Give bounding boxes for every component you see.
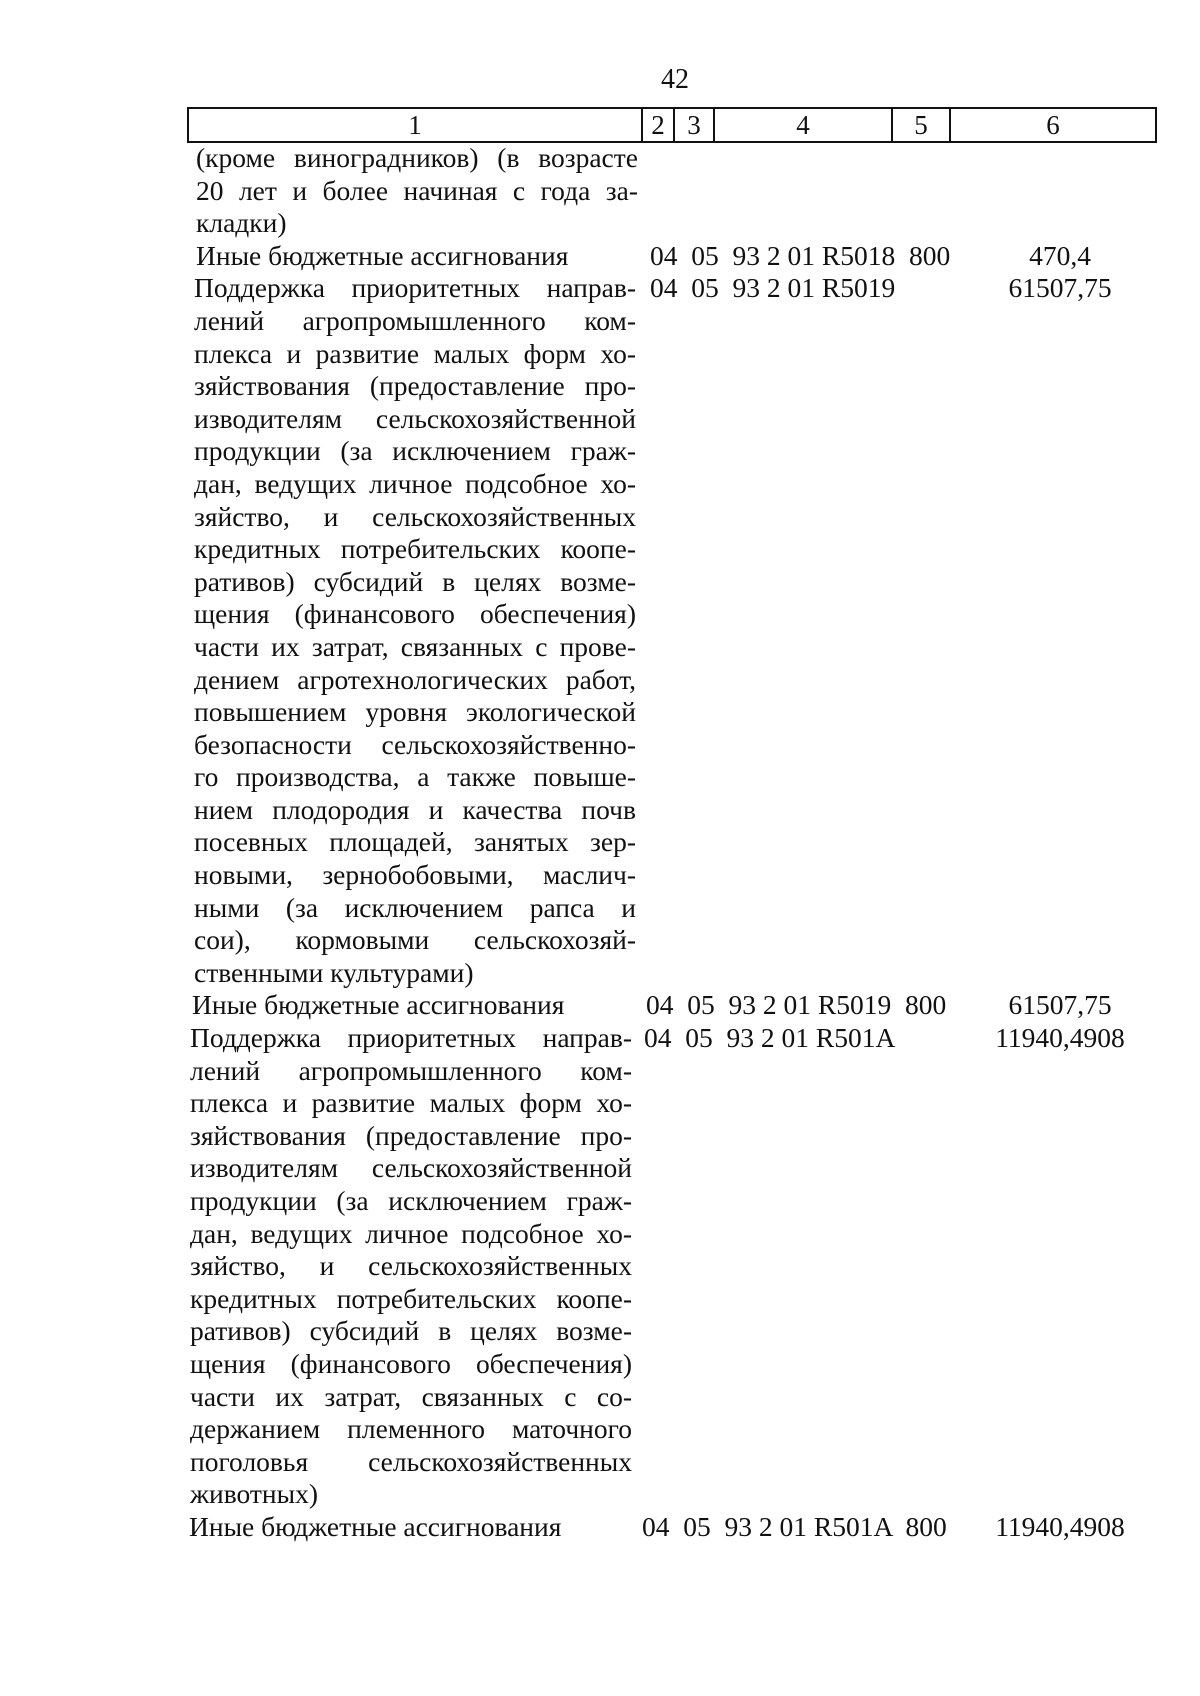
- description-line: дан, ведущих личное подсобное хо-: [194, 467, 636, 499]
- description-line: плекса и развитие малых форм хо-: [194, 337, 636, 369]
- description-line: животных): [190, 1478, 319, 1510]
- row-amount: 11940,4908: [995, 1022, 1125, 1054]
- description-line: щения (финансового обеспечения): [190, 1347, 632, 1379]
- table-row: [0, 142, 1200, 240]
- row-description: [194, 272, 636, 989]
- description-line: изводителям сельскохозяйственной: [194, 402, 636, 434]
- row-amount: 11940,4908: [995, 1510, 1125, 1542]
- description-line: сои), кормовыми сельскохозяй-: [194, 924, 636, 956]
- row-classification-codes: 04 05 93 2 01 R5019 800: [646, 989, 947, 1021]
- description-line: плекса и развитие малых форм хо-: [190, 1087, 632, 1119]
- row-classification-codes: 04 05 93 2 01 R501A: [644, 1022, 896, 1054]
- description-line: Поддержка приоритетных направ-: [194, 272, 636, 304]
- description-line: Поддержка приоритетных направ-: [190, 1022, 632, 1054]
- table-row: [0, 240, 1200, 273]
- row-amount: 470,4: [1029, 239, 1091, 271]
- column-header-5: 5: [892, 108, 950, 142]
- description-line: го производства, а также повыше-: [194, 761, 636, 793]
- description-line: нием плодородия и качества почв: [194, 793, 636, 825]
- description-line: зяйствования (предоставление про-: [194, 370, 636, 402]
- description-line: держанием племенного маточного: [190, 1413, 632, 1445]
- row-description: [192, 989, 634, 1022]
- column-header-1: 1: [188, 108, 642, 142]
- column-header-row: [188, 108, 1156, 142]
- column-header-2: 2: [642, 108, 674, 142]
- description-line: продукции (за исключением граж-: [190, 1185, 632, 1216]
- description-line: кредитных потребительских коопе-: [190, 1282, 632, 1314]
- table-row: [0, 989, 1200, 1022]
- description-line: зяйствования (предоставление про-: [190, 1119, 632, 1151]
- description-line: (кроме виноградников) (в возрасте: [196, 142, 638, 173]
- row-classification-codes: 04 05 93 2 01 R5018 800: [650, 239, 951, 271]
- description-line: лений агропромышленного ком-: [190, 1054, 632, 1086]
- description-line: новыми, зернобобовыми, маслич-: [194, 859, 636, 891]
- description-line: кладки): [196, 207, 287, 239]
- description-line: щения (финансового обеспечения): [194, 598, 636, 630]
- description-line: зяйство, и сельскохозяйственных: [194, 500, 636, 532]
- row-description: [196, 240, 638, 273]
- description-line: ративов) субсидий в целях возме-: [194, 565, 636, 597]
- description-line: ративов) субсидий в целях возме-: [190, 1315, 632, 1347]
- column-header-3: 3: [674, 108, 714, 142]
- table-row: [0, 1022, 1200, 1511]
- description-line: кредитных потребительских коопе-: [194, 533, 636, 565]
- description-line: зяйство, и сельскохозяйственных: [190, 1250, 632, 1282]
- row-amount: 61507,75: [1008, 272, 1112, 304]
- description-line: Иные бюджетные ассигнования: [189, 1510, 562, 1542]
- description-line: дан, ведущих личное подсобное хо-: [190, 1217, 632, 1249]
- description-line: 20 лет и более начиная с года за-: [196, 174, 638, 206]
- column-header-table: [187, 107, 1157, 143]
- description-line: части их затрат, связанных с со-: [190, 1380, 632, 1412]
- description-line: части их затрат, связанных с прове-: [194, 630, 636, 662]
- description-line: поголовья сельскохозяйственных: [190, 1445, 632, 1477]
- description-line: ственными культурами): [194, 956, 474, 988]
- column-header-6: 6: [950, 108, 1156, 142]
- row-description: [190, 1022, 632, 1511]
- description-line: изводителям сельскохозяйственной: [190, 1152, 632, 1184]
- budget-rows: [0, 142, 1200, 1544]
- description-line: безопасности сельскохозяйственно-: [194, 728, 636, 760]
- table-row: [0, 272, 1200, 989]
- description-line: лений агропромышленного ком-: [194, 304, 636, 336]
- description-line: Иные бюджетные ассигнования: [196, 239, 569, 271]
- row-description: [189, 1511, 631, 1544]
- table-row: [0, 1511, 1200, 1544]
- row-classification-codes: 04 05 93 2 01 R5019: [650, 272, 896, 304]
- description-line: повышением уровня экологической: [194, 696, 636, 728]
- description-line: дением агротехнологических работ,: [194, 663, 636, 695]
- row-classification-codes: 04 05 93 2 01 R501A 800: [642, 1510, 947, 1542]
- column-header-4: 4: [714, 108, 892, 142]
- description-line: Иные бюджетные ассигнования: [192, 989, 565, 1021]
- description-line: продукции (за исключением граж-: [194, 435, 636, 467]
- row-description: [196, 142, 638, 240]
- page-number: 42: [661, 64, 689, 95]
- description-line: ными (за исключением рапса и: [194, 891, 636, 923]
- description-line: посевных площадей, занятых зер-: [194, 826, 636, 858]
- row-amount: 61507,75: [1008, 989, 1112, 1021]
